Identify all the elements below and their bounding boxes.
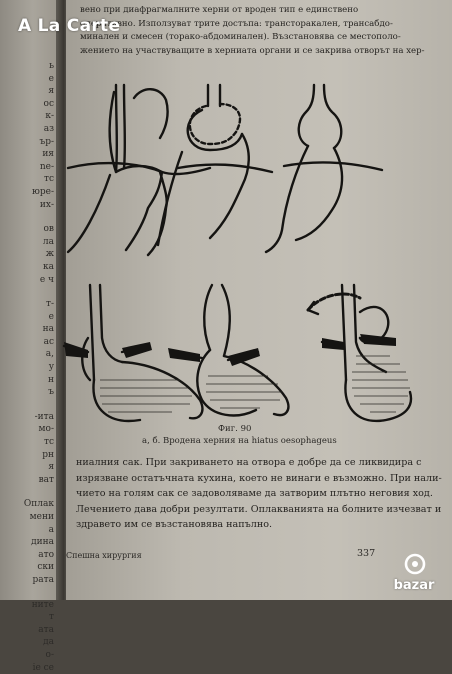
left-margin-line: аз [43, 123, 54, 134]
left-margin-line [0, 211, 54, 223]
body-text-top [80, 4, 442, 58]
left-margin-line: мени [29, 512, 54, 522]
watermark-text: bazar [393, 578, 435, 593]
left-margin-line: о- [45, 649, 54, 660]
left-margin-line: я [48, 462, 54, 473]
diagram-b-hernia-sac [158, 85, 272, 245]
diagram-a-hernia-sac [68, 85, 210, 255]
left-margin-line: ните [31, 599, 54, 610]
figure-90-illustration [60, 80, 452, 425]
left-margin-line: ов [43, 224, 54, 235]
left-margin-line [0, 286, 54, 298]
body-line: Лечението дава добри резултати. Оплакванията на болните изчезват и [76, 503, 442, 515]
body-line: изрязване остатъчната кухина, което не винаги е възможно. При нали- [76, 472, 442, 484]
left-margin-line [0, 587, 54, 599]
body-line: здравето им се възстановява напълно. [76, 519, 273, 531]
left-margin-line: рн [42, 449, 54, 460]
running-footer-title: Спешна хирургия [66, 551, 142, 560]
left-margin-line: у [48, 362, 54, 373]
diagram-f-stomach [308, 285, 411, 421]
left-margin-line: -ита [34, 411, 54, 422]
left-margin-line: на [42, 324, 54, 335]
body-line: чието на голям сак се задоволяваме да затворим плътно неговия ход. [76, 488, 433, 500]
left-margin-line: ато [38, 549, 54, 560]
left-margin-line: к- [45, 111, 54, 122]
left-margin-line: ата [38, 624, 54, 635]
diaphragm-right-c [360, 334, 396, 346]
brand-logo: A La Carte [18, 16, 121, 36]
left-margin-line: ac [43, 336, 54, 347]
left-margin-line: е [48, 73, 54, 84]
left-margin-line: а, [45, 349, 54, 360]
page-number: 337 [357, 548, 376, 559]
left-margin-line: ват [38, 474, 54, 485]
diaphragm-left-c [322, 338, 344, 350]
left-margin-text [0, 60, 54, 673]
left-margin-line: ь [49, 61, 54, 71]
left-margin-line: ж [45, 249, 54, 260]
diagram-c-hernia-sac [266, 85, 382, 252]
body-line: оперативно. Използуват трите достъпа: трансторакален, трансабдо- [80, 18, 393, 29]
left-margin-line: дина [31, 537, 54, 548]
left-margin-line: мо- [38, 424, 54, 435]
watermark [380, 552, 448, 596]
left-margin-line [0, 486, 54, 498]
left-margin-line: н [48, 374, 54, 385]
left-margin-line: тс [43, 437, 54, 448]
body-line: минален и смесен (торако-абдоминален). Възстановява се местополо- [80, 32, 401, 43]
left-margin-line: т [49, 612, 54, 623]
left-margin-line: а [48, 524, 54, 535]
left-margin-line: ie ce [32, 662, 54, 673]
left-margin-line: ъ [48, 387, 54, 398]
left-margin-line: Оплак [23, 499, 54, 510]
left-margin-line: юре- [32, 186, 54, 197]
figure-number: Фиг. 90 [218, 424, 252, 434]
left-margin-line: т- [45, 299, 54, 310]
left-margin-line: ла [42, 236, 54, 247]
left-margin-line: ски [37, 562, 54, 573]
left-margin-line: рата [32, 574, 54, 585]
left-page [0, 0, 60, 673]
left-margin-line: их- [39, 199, 54, 210]
left-margin-line: я [48, 86, 54, 97]
body-line: вено при диафрагмалните херни от вроден тип е единствено [80, 5, 359, 15]
diaphragm-left-b [168, 348, 200, 362]
left-margin-line: ка [43, 261, 54, 272]
diaphragm-right-a [122, 342, 152, 358]
body-line: ниалния сак. При закриването на отвора е добре да се ликвидира с [76, 457, 422, 468]
body-text-bottom [76, 455, 442, 533]
left-margin-line: е ч [39, 274, 54, 285]
left-margin-line: тс [43, 174, 54, 185]
left-margin-line: ne- [39, 161, 54, 172]
left-margin-line: ос [43, 98, 54, 109]
body-line: жението на участвуващите в херниата органи и се закрива отворът на хер- [80, 45, 425, 56]
left-margin-line: е [48, 311, 54, 322]
left-margin-line: да [43, 637, 54, 648]
left-margin-line [0, 399, 54, 411]
bazar-logo-icon [404, 552, 426, 576]
left-margin-line: ъp- [39, 136, 54, 147]
left-margin-line: ия [42, 149, 54, 160]
figure-caption: а, б. Вродена херния на hiatus oesophageus [142, 436, 337, 446]
